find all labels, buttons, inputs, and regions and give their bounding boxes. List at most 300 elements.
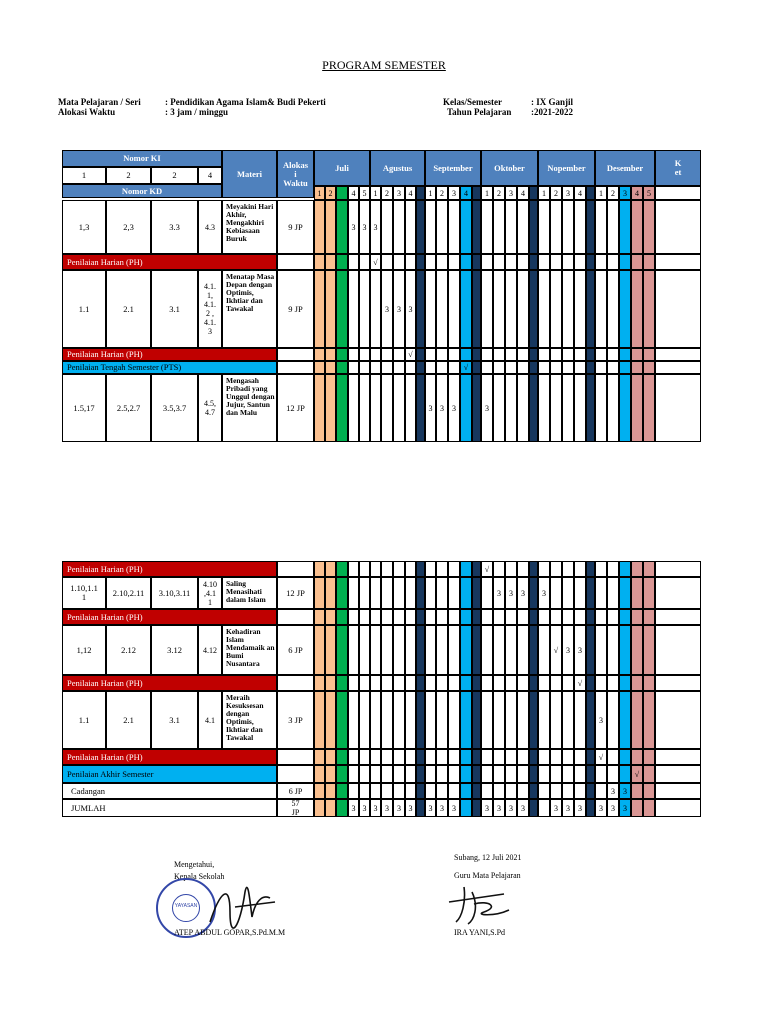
week-separator <box>529 270 538 348</box>
week-cell <box>595 361 607 374</box>
week-cell <box>405 765 416 783</box>
week-cell <box>631 691 643 749</box>
week-cell <box>425 783 436 799</box>
week-cell <box>448 200 460 254</box>
kd-ki3: 3.12 <box>151 625 198 675</box>
week-cell: 3 <box>448 374 460 442</box>
week-cell <box>481 625 493 675</box>
week-cell <box>448 577 460 609</box>
week-cell: 3 <box>517 799 529 817</box>
week-cell <box>381 200 393 254</box>
week-cell <box>448 691 460 749</box>
assessment-row-label: Penilaian Harian (PH) <box>62 675 277 691</box>
week-cell <box>550 348 562 361</box>
week-cell <box>381 254 393 270</box>
week-cell <box>607 577 619 609</box>
header-ki-number: 4 <box>198 167 222 184</box>
week-cell <box>370 561 381 577</box>
kd-ki4: 4.5, 4.7 <box>198 374 222 442</box>
week-separator <box>529 186 538 200</box>
assessment-alokasi <box>277 675 314 691</box>
week-cell <box>405 609 416 625</box>
week-cell <box>381 348 393 361</box>
week-cell <box>393 361 405 374</box>
week-cell <box>448 749 460 765</box>
ket-cell <box>655 270 701 348</box>
week-cell <box>631 799 643 817</box>
header-week: 2 <box>607 186 619 200</box>
kd-alokasi: 6 JP <box>277 625 314 675</box>
week-cell <box>607 561 619 577</box>
week-cell <box>314 799 325 817</box>
week-cell <box>460 625 472 675</box>
week-cell: 3 <box>607 799 619 817</box>
week-cell <box>381 675 393 691</box>
header-week: 4 <box>405 186 416 200</box>
week-cell <box>493 765 505 783</box>
ket-cell <box>655 765 701 783</box>
week-cell <box>336 799 348 817</box>
week-cell <box>619 561 631 577</box>
week-cell <box>562 270 574 348</box>
ket-cell <box>655 749 701 765</box>
week-cell <box>562 374 574 442</box>
week-cell <box>517 270 529 348</box>
week-cell <box>348 783 359 799</box>
week-cell <box>405 200 416 254</box>
week-cell <box>643 625 655 675</box>
week-cell <box>359 675 370 691</box>
week-cell <box>538 625 550 675</box>
assessment-row-label: Penilaian Tengah Semester (PTS) <box>62 361 277 374</box>
week-cell <box>574 254 586 270</box>
week-cell <box>517 749 529 765</box>
week-separator <box>416 765 425 783</box>
week-cell <box>359 577 370 609</box>
week-cell <box>325 783 336 799</box>
week-separator <box>529 783 538 799</box>
header-ket: K et <box>655 150 701 186</box>
week-separator <box>416 361 425 374</box>
week-cell: 3 <box>381 270 393 348</box>
week-cell <box>325 374 336 442</box>
week-separator <box>529 609 538 625</box>
week-cell <box>393 254 405 270</box>
week-cell: 3 <box>448 799 460 817</box>
week-cell <box>448 675 460 691</box>
week-cell <box>448 625 460 675</box>
week-cell <box>505 254 517 270</box>
week-cell <box>550 254 562 270</box>
week-cell <box>562 691 574 749</box>
week-cell <box>314 361 325 374</box>
week-cell <box>643 200 655 254</box>
week-cell <box>348 348 359 361</box>
week-cell <box>517 374 529 442</box>
week-cell <box>619 270 631 348</box>
sign-right-date: Subang, 12 Juli 2021 <box>454 853 522 862</box>
week-cell <box>359 561 370 577</box>
week-cell <box>359 625 370 675</box>
week-cell <box>325 270 336 348</box>
week-cell <box>643 765 655 783</box>
header-week: 1 <box>595 186 607 200</box>
week-cell <box>314 749 325 765</box>
kd-ki2: 2.10,2.11 <box>106 577 151 609</box>
week-separator <box>416 186 425 200</box>
week-cell <box>405 783 416 799</box>
header-week: 5 <box>643 186 655 200</box>
week-cell <box>325 799 336 817</box>
week-cell <box>631 749 643 765</box>
week-cell <box>348 609 359 625</box>
week-separator <box>586 186 595 200</box>
week-cell <box>607 200 619 254</box>
header-week: 2 <box>381 186 393 200</box>
week-separator <box>472 625 481 675</box>
week-cell <box>607 270 619 348</box>
week-separator <box>472 374 481 442</box>
week-cell <box>562 749 574 765</box>
week-separator <box>472 765 481 783</box>
week-cell <box>538 675 550 691</box>
kd-ki1: 1,3 <box>62 200 106 254</box>
week-cell <box>425 270 436 348</box>
week-cell <box>425 561 436 577</box>
assessment-alokasi <box>277 361 314 374</box>
week-separator <box>586 691 595 749</box>
week-cell <box>393 625 405 675</box>
week-cell <box>595 625 607 675</box>
week-cell <box>336 749 348 765</box>
week-cell: 3 <box>595 799 607 817</box>
week-cell <box>325 609 336 625</box>
ket-cell <box>655 348 701 361</box>
week-cell <box>493 609 505 625</box>
week-cell <box>619 609 631 625</box>
week-cell <box>448 254 460 270</box>
week-cell <box>370 348 381 361</box>
kd-alokasi: 9 JP <box>277 200 314 254</box>
week-cell <box>348 254 359 270</box>
week-cell <box>381 749 393 765</box>
week-cell <box>607 765 619 783</box>
ket-cell <box>655 200 701 254</box>
kd-ki1: 1.5,17 <box>62 374 106 442</box>
week-separator <box>416 625 425 675</box>
sign-right-name: IRA YANI,S.Pd <box>454 928 506 937</box>
week-cell <box>448 348 460 361</box>
week-separator <box>416 270 425 348</box>
week-cell <box>436 348 448 361</box>
week-cell <box>643 783 655 799</box>
week-cell <box>405 691 416 749</box>
week-cell <box>359 749 370 765</box>
week-cell <box>405 625 416 675</box>
week-cell <box>595 675 607 691</box>
week-cell <box>393 200 405 254</box>
week-cell <box>505 561 517 577</box>
week-cell <box>631 200 643 254</box>
week-separator <box>586 200 595 254</box>
summary-alokasi: 57 JP <box>277 799 314 817</box>
kd-materi: Mengasah Pribadi yang Unggul dengan Jujur, Santun dan Malu <box>222 374 277 442</box>
week-cell <box>405 577 416 609</box>
week-cell <box>517 254 529 270</box>
week-cell <box>505 675 517 691</box>
week-separator <box>472 200 481 254</box>
alokasi-value: : 3 jam / minggu <box>165 107 228 117</box>
header-week: 5 <box>359 186 370 200</box>
week-cell <box>436 783 448 799</box>
week-cell <box>325 675 336 691</box>
week-cell <box>481 749 493 765</box>
week-cell <box>505 691 517 749</box>
week-cell <box>643 374 655 442</box>
week-cell: 3 <box>574 625 586 675</box>
week-cell <box>631 374 643 442</box>
header-week: 1 <box>481 186 493 200</box>
week-cell <box>359 374 370 442</box>
week-cell <box>348 749 359 765</box>
week-cell <box>595 609 607 625</box>
week-cell <box>595 270 607 348</box>
summary-row-label: Cadangan <box>62 783 277 799</box>
week-cell <box>550 577 562 609</box>
week-cell <box>381 609 393 625</box>
week-cell <box>595 577 607 609</box>
week-cell <box>325 691 336 749</box>
ket-cell <box>655 374 701 442</box>
ket-cell <box>655 691 701 749</box>
week-cell <box>481 361 493 374</box>
week-cell <box>562 561 574 577</box>
week-cell: √ <box>550 625 562 675</box>
week-separator <box>472 561 481 577</box>
header-week: 2 <box>550 186 562 200</box>
week-separator <box>472 691 481 749</box>
week-cell <box>481 348 493 361</box>
week-cell: 3 <box>359 799 370 817</box>
week-cell <box>517 361 529 374</box>
week-cell <box>550 561 562 577</box>
week-cell <box>359 691 370 749</box>
week-cell <box>538 348 550 361</box>
week-cell <box>538 254 550 270</box>
header-week: 4 <box>574 186 586 200</box>
week-cell <box>493 200 505 254</box>
week-cell <box>436 577 448 609</box>
header-month: Agustus <box>370 150 425 186</box>
week-cell: 3 <box>505 799 517 817</box>
week-separator <box>472 254 481 270</box>
week-cell <box>460 783 472 799</box>
week-cell <box>314 783 325 799</box>
week-cell <box>595 783 607 799</box>
week-cell <box>493 361 505 374</box>
kd-materi: Meraih Kesuksesan dengan Optimis, Ikhtiar dan Tawakal <box>222 691 277 749</box>
week-cell <box>336 348 348 361</box>
week-cell <box>562 577 574 609</box>
kd-ki4: 4.1. 1, 4.1. 2 , 4.1. 3 <box>198 270 222 348</box>
week-cell <box>314 348 325 361</box>
assessment-alokasi <box>277 609 314 625</box>
week-cell <box>517 561 529 577</box>
kelas-value: : IX Ganjil <box>531 97 574 107</box>
week-separator <box>586 675 595 691</box>
week-cell <box>425 691 436 749</box>
headmaster-signature <box>200 872 280 932</box>
stamp-text: YAYASAN <box>174 903 198 909</box>
header-week: 2 <box>325 186 336 200</box>
week-cell <box>595 254 607 270</box>
week-cell <box>619 765 631 783</box>
week-separator <box>416 799 425 817</box>
week-cell: 3 <box>348 200 359 254</box>
week-cell: 3 <box>619 783 631 799</box>
week-cell <box>574 200 586 254</box>
week-cell <box>643 361 655 374</box>
tahun-label: Tahun Pelajaran <box>447 107 512 117</box>
week-cell <box>505 348 517 361</box>
header-week: 1 <box>314 186 325 200</box>
kd-ki1: 1.1 <box>62 691 106 749</box>
alokasi-label: Alokasi Waktu <box>58 107 116 117</box>
week-cell <box>481 675 493 691</box>
week-cell <box>405 254 416 270</box>
week-cell <box>505 270 517 348</box>
sign-left-name: ATEP ABDUL GOPAR,S.Pd.M.M <box>174 928 286 937</box>
week-cell <box>336 270 348 348</box>
week-separator <box>416 374 425 442</box>
week-separator <box>586 783 595 799</box>
week-cell <box>538 749 550 765</box>
week-separator <box>529 561 538 577</box>
week-cell <box>460 254 472 270</box>
header-month: Nopember <box>538 150 595 186</box>
week-cell <box>370 675 381 691</box>
week-cell <box>381 561 393 577</box>
week-cell <box>460 675 472 691</box>
week-separator <box>586 765 595 783</box>
week-separator <box>416 254 425 270</box>
week-cell <box>448 561 460 577</box>
week-cell <box>425 675 436 691</box>
week-cell <box>562 254 574 270</box>
week-cell <box>370 783 381 799</box>
week-cell: √ <box>595 749 607 765</box>
week-cell <box>538 799 550 817</box>
week-separator <box>529 348 538 361</box>
week-separator <box>529 254 538 270</box>
week-cell <box>550 609 562 625</box>
header-materi: Materi <box>222 150 277 198</box>
kd-alokasi: 9 JP <box>277 270 314 348</box>
week-cell <box>517 609 529 625</box>
week-cell: 3 <box>436 374 448 442</box>
week-cell <box>550 783 562 799</box>
week-cell <box>336 609 348 625</box>
week-cell <box>393 348 405 361</box>
week-cell: 3 <box>393 270 405 348</box>
week-cell <box>505 361 517 374</box>
week-cell <box>505 625 517 675</box>
week-cell <box>336 675 348 691</box>
week-cell <box>314 675 325 691</box>
week-cell <box>631 361 643 374</box>
week-cell <box>405 749 416 765</box>
header-week: 3 <box>393 186 405 200</box>
week-cell <box>643 609 655 625</box>
week-cell <box>550 675 562 691</box>
week-cell <box>493 374 505 442</box>
week-cell <box>359 765 370 783</box>
week-cell: 3 <box>425 799 436 817</box>
week-separator <box>529 577 538 609</box>
ket-cell <box>655 254 701 270</box>
week-cell <box>460 561 472 577</box>
week-cell <box>631 625 643 675</box>
week-cell <box>436 270 448 348</box>
week-cell <box>481 609 493 625</box>
teacher-signature <box>444 882 524 927</box>
header-nomor-kd: Nomor KD <box>62 184 222 198</box>
kd-materi: Kehadiran Islam Mendamaik an Bumi Nusantara <box>222 625 277 675</box>
kd-alokasi: 12 JP <box>277 374 314 442</box>
week-cell <box>574 691 586 749</box>
assessment-row-label: Penilaian Harian (PH) <box>62 561 277 577</box>
week-cell <box>436 254 448 270</box>
header-alokasi: Alokas i Waktu <box>277 150 314 198</box>
week-cell <box>348 765 359 783</box>
week-cell <box>562 675 574 691</box>
week-cell <box>425 625 436 675</box>
week-cell <box>517 200 529 254</box>
week-cell <box>493 625 505 675</box>
week-cell <box>595 765 607 783</box>
week-cell <box>493 749 505 765</box>
week-cell <box>359 609 370 625</box>
week-cell <box>607 691 619 749</box>
week-cell: 3 <box>405 270 416 348</box>
kd-ki3: 3.1 <box>151 270 198 348</box>
week-cell <box>538 609 550 625</box>
week-cell <box>359 270 370 348</box>
week-cell: √ <box>631 765 643 783</box>
week-cell <box>517 765 529 783</box>
week-cell <box>493 254 505 270</box>
week-cell: 3 <box>538 577 550 609</box>
week-cell: √ <box>574 675 586 691</box>
week-cell <box>517 783 529 799</box>
week-cell <box>607 749 619 765</box>
week-cell <box>562 609 574 625</box>
week-cell <box>425 254 436 270</box>
header-month: Juli <box>314 150 370 186</box>
summary-alokasi: 6 JP <box>277 783 314 799</box>
week-cell: 3 <box>348 799 359 817</box>
week-cell <box>493 348 505 361</box>
header-week: 3 <box>505 186 517 200</box>
week-cell <box>393 749 405 765</box>
week-cell <box>425 200 436 254</box>
week-cell <box>325 625 336 675</box>
week-cell <box>370 270 381 348</box>
week-separator <box>586 270 595 348</box>
week-separator <box>586 254 595 270</box>
week-cell <box>460 270 472 348</box>
week-cell <box>493 561 505 577</box>
